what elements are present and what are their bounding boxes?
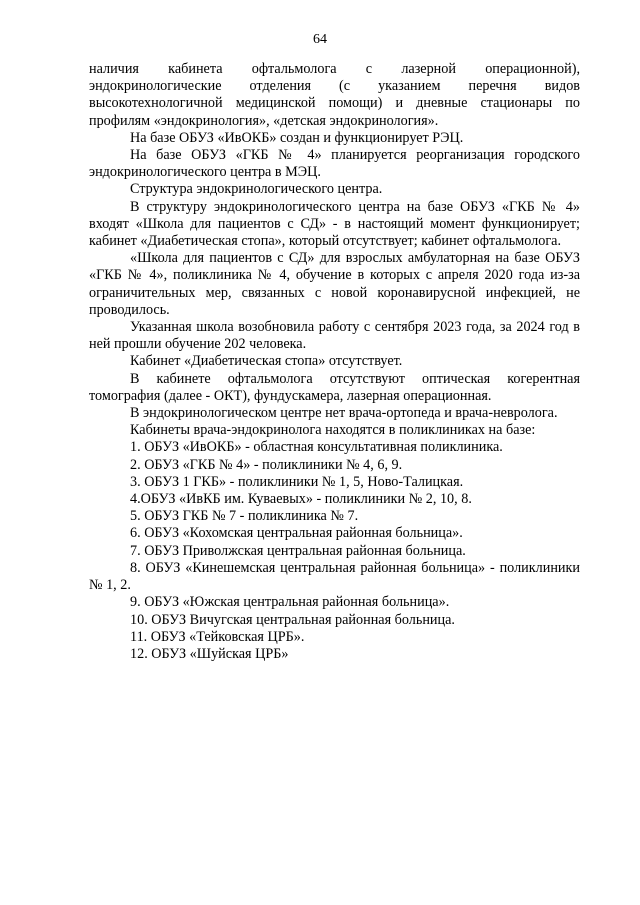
list-item: 2. ОБУЗ «ГКБ № 4» - поликлиники № 4, 6, 9.	[130, 456, 403, 473]
document-body	[89, 61, 580, 663]
paragraph-structure: В структуру эндокринологического центра на базе ОБУЗ «ГКБ № 4» входят «Школа для пациентов с СД» - в настоящий момент функционирует; кабинет «Диабетическая стопа», который отсутствует; кабинет офтальмолога.	[89, 198, 580, 250]
list-item: 4.ОБУЗ «ИвКБ им. Куваевых» - поликлиники № 2, 10, 8.	[130, 491, 472, 508]
list-item: 7. ОБУЗ Приволжская центральная районная больница.	[130, 542, 466, 559]
paragraph-continuation: наличия кабинета офтальмолога с лазерной операционной), эндокринологические отделения (с указанием перечня видов высокотехнологичной медицинской помощи) и дневные стационары по профилям «эндокринология», «детская эндокринология».	[89, 61, 580, 129]
list-item: 10. ОБУЗ Вичугская центральная районная больница.	[130, 611, 455, 628]
paragraph-diabetes-school: «Школа для пациентов с СД» для взрослых амбулаторная на базе ОБУЗ «ГКБ № 4», поликлиника № 4, обучение в которых с апреля 2020 года из-за ограничительных мер, связанных с новой коронавирусной инфекцией, не проводилось.	[89, 250, 580, 318]
paragraph-list-intro: Кабинеты врача-эндокринолога находятся в поликлиниках на базе:	[130, 422, 536, 439]
list-item: 9. ОБУЗ «Южская центральная районная больница».	[130, 594, 450, 611]
paragraph-reorganization: На базе ОБУЗ «ГКБ № 4» планируется реорганизация городского эндокринологического центра в МЭЦ.	[89, 147, 580, 181]
paragraph-missing-specialists: В эндокринологическом центре нет врача-ортопеда и врача-невролога.	[130, 405, 558, 422]
list-item: 1. ОБУЗ «ИвОКБ» - областная консультативная поликлиника.	[130, 439, 503, 456]
paragraph-ophthalmology: В кабинете офтальмолога отсутствуют оптическая когерентная томография (далее - ОКТ), фундускамера, лазерная операционная.	[89, 370, 580, 404]
list-item: 8. ОБУЗ «Кинешемская центральная районная больница» - поликлиники № 1, 2.	[89, 559, 580, 594]
list-item: 6. ОБУЗ «Кохомская центральная районная больница».	[130, 525, 463, 542]
list-item: 3. ОБУЗ 1 ГКБ» - поликлиники № 1, 5, Ново-Талицкая.	[130, 473, 464, 490]
list-item: 11. ОБУЗ «Тейковская ЦРБ».	[130, 628, 305, 645]
paragraph-diabetic-foot: Кабинет «Диабетическая стопа» отсутствует.	[130, 353, 403, 370]
paragraph-structure-heading: Структура эндокринологического центра.	[130, 181, 383, 198]
list-item: 5. ОБУЗ ГКБ № 7 - поликлиника № 7.	[130, 508, 359, 525]
page-number: 64	[313, 32, 327, 47]
list-item: 12. ОБУЗ «Шуйская ЦРБ»	[130, 645, 289, 662]
paragraph-school-resumed: Указанная школа возобновила работу с сентября 2023 года, за 2024 год в ней прошли обучение 202 человека.	[89, 319, 580, 353]
paragraph-rec-created: На базе ОБУЗ «ИвОКБ» создан и функционирует РЭЦ.	[130, 129, 464, 146]
